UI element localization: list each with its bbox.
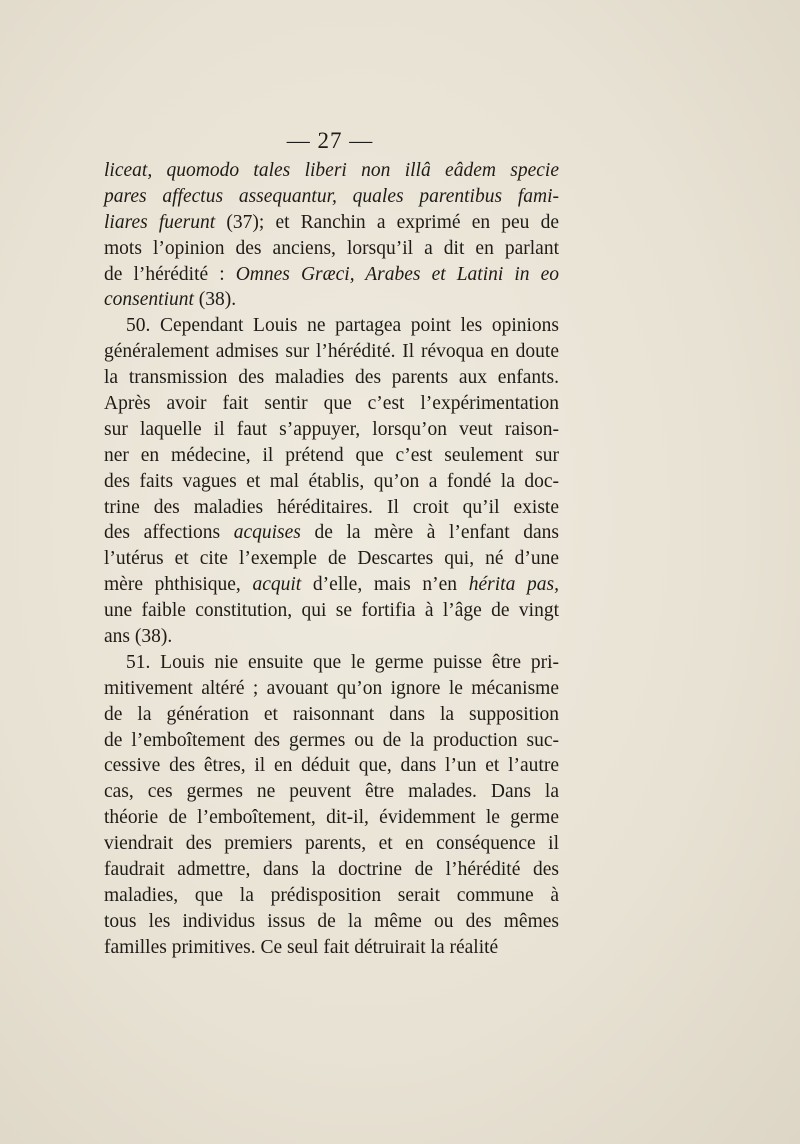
italic-text: acquises — [233, 522, 301, 544]
italic-text: hérita pas, — [468, 574, 560, 596]
text-run: des faits vagues et mal établis, qu’on a fondé la doc- — [104, 470, 559, 492]
text-line — [104, 236, 559, 262]
text-line — [104, 184, 559, 210]
text-run: une faible constitution, qui se fortifia à l’âge de vingt — [104, 600, 559, 622]
text-run: sur laquelle il faut s’appuyer, lorsqu’on veut raison- — [104, 418, 559, 440]
text-run: d’elle, mais n’en — [301, 574, 469, 596]
text-line — [104, 262, 559, 288]
text-run: théorie de l’emboîtement, dit-il, évidemment le germe — [104, 807, 559, 829]
text-line — [104, 883, 559, 909]
text-line — [104, 339, 559, 365]
text-line — [104, 391, 559, 417]
text-line — [104, 728, 559, 754]
italic-text: acquit — [252, 574, 302, 596]
text-run: viendrait des premiers parents, et en conséquence il — [104, 833, 559, 855]
text-run: mots l’opinion des anciens, lorsqu’il a dit en parlant — [104, 237, 559, 259]
text-line — [104, 546, 559, 572]
text-run: l’utérus et cite l’exemple de Descartes qui, né d’une — [104, 548, 559, 570]
text-run: 51. Louis nie ensuite que le germe puisse être pri- — [126, 651, 559, 673]
text-line — [104, 313, 559, 339]
text-run: Après avoir fait sentir que c’est l’expérimentation — [104, 393, 559, 415]
text-run: de la mère à l’enfant dans — [300, 522, 559, 544]
text-run: tous les individus issus de la même ou des mêmes — [104, 910, 559, 932]
text-line — [104, 805, 559, 831]
text-run: la transmission des maladies des parents aux enfants. — [104, 367, 559, 389]
text-line — [104, 520, 559, 546]
text-run: (37); et Ranchin a exprimé en peu de — [215, 211, 559, 233]
text-line — [104, 158, 559, 184]
text-line — [104, 676, 559, 702]
text-line — [104, 365, 559, 391]
italic-text: consentiunt — [104, 289, 194, 311]
text-run: de l’hérédité : — [104, 263, 236, 285]
text-run: ner en médecine, il prétend que c’est seulement sur — [104, 444, 559, 466]
text-line — [104, 495, 559, 521]
text-line — [104, 857, 559, 883]
text-run: faudrait admettre, dans la doctrine de l’hérédité des — [104, 859, 559, 881]
italic-text: liares fuerunt — [104, 211, 216, 233]
body-text — [104, 158, 559, 961]
text-line — [104, 650, 559, 676]
text-run: maladies, que la prédisposition serait commune à — [104, 884, 559, 906]
text-line — [104, 702, 559, 728]
text-line — [104, 779, 559, 805]
text-run: généralement admises sur l’hérédité. Il révoqua en doute — [104, 341, 559, 363]
text-run: trine des maladies héréditaires. Il croit qu’il existe — [104, 496, 559, 518]
text-line — [104, 469, 559, 495]
text-run: mitivement altéré ; avouant qu’on ignore le mécanisme — [104, 677, 559, 699]
text-run: 50. Cependant Louis ne partagea point les opinions — [126, 315, 559, 337]
text-line — [104, 443, 559, 469]
text-line — [104, 831, 559, 857]
italic-text: pares affectus assequantur, quales parentibus fami- — [104, 185, 559, 207]
text-line — [104, 417, 559, 443]
text-run: ans (38). — [104, 626, 173, 648]
text-run: cas, ces germes ne peuvent être malades. Dans la — [104, 781, 559, 803]
page-number: — 27 — — [286, 128, 374, 153]
text-line — [104, 287, 559, 313]
text-line — [104, 909, 559, 935]
text-line — [104, 624, 559, 650]
text-line — [104, 598, 559, 624]
text-line — [104, 572, 559, 598]
italic-text: liceat, quomodo tales liberi non illâ eâdem specie — [104, 160, 559, 181]
text-line — [104, 210, 559, 236]
text-run: cessive des êtres, il en déduit que, dans l’un et l’autre — [104, 755, 559, 777]
text-line — [104, 753, 559, 779]
text-line — [104, 935, 559, 961]
text-run: (38). — [193, 289, 237, 311]
text-run: de la génération et raisonnant dans la supposition — [104, 703, 559, 725]
text-run: mère phthisique, — [104, 574, 253, 596]
italic-text: Omnes Græci, Arabes et Latini in eo — [235, 263, 560, 285]
text-run: de l’emboîtement des germes ou de la production suc- — [104, 729, 559, 751]
text-run: familles primitives. Ce seul fait détruirait la réalité — [104, 936, 499, 958]
text-run: des affections — [104, 522, 234, 544]
